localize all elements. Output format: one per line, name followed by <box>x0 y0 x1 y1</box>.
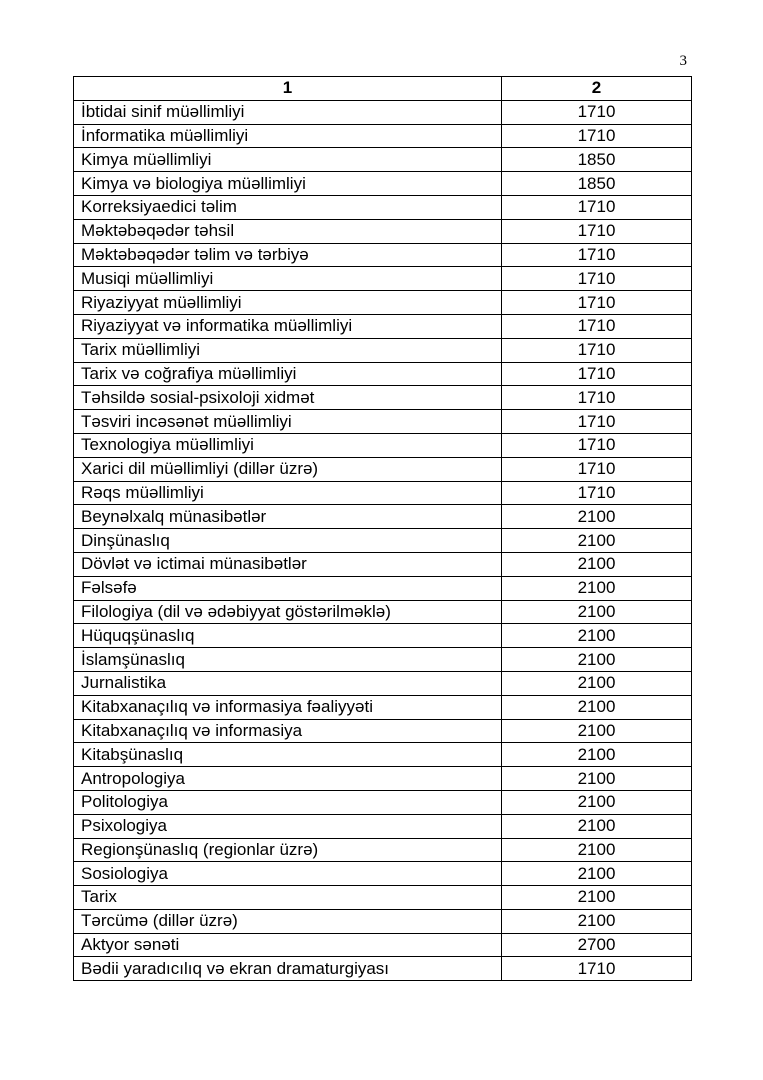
specialty-name-cell: Təsviri incəsənət müəllimliyi <box>74 410 502 434</box>
table-row <box>74 624 692 648</box>
value-cell: 2100 <box>502 695 692 719</box>
value-cell: 2100 <box>502 743 692 767</box>
value-cell: 1850 <box>502 148 692 172</box>
value-cell: 2100 <box>502 624 692 648</box>
specialty-name-cell: İnformatika müəllimliyi <box>74 124 502 148</box>
specialty-name-cell: Jurnalistika <box>74 671 502 695</box>
table-row <box>74 433 692 457</box>
value-cell: 1710 <box>502 124 692 148</box>
value-cell: 1710 <box>502 362 692 386</box>
table-row <box>74 886 692 910</box>
specialty-name-cell: Korreksiyaedici təlim <box>74 195 502 219</box>
value-cell: 1710 <box>502 195 692 219</box>
table-row <box>74 267 692 291</box>
value-cell: 1710 <box>502 481 692 505</box>
specialty-name-cell: Texnologiya müəllimliyi <box>74 433 502 457</box>
table-row <box>74 172 692 196</box>
table-row <box>74 100 692 124</box>
table-row <box>74 719 692 743</box>
specialty-name-cell: Hüquqşünaslıq <box>74 624 502 648</box>
value-cell: 2100 <box>502 886 692 910</box>
value-cell: 1710 <box>502 100 692 124</box>
specialty-name-cell: Antropologiya <box>74 767 502 791</box>
value-cell: 2100 <box>502 814 692 838</box>
table-row <box>74 291 692 315</box>
specialty-name-cell: İslamşünaslıq <box>74 648 502 672</box>
table-body <box>74 100 692 980</box>
specialty-name-cell: Tarix və coğrafiya müəllimliyi <box>74 362 502 386</box>
specialty-name-cell: Tarix müəllimliyi <box>74 338 502 362</box>
value-cell: 1850 <box>502 172 692 196</box>
specialty-name-cell: Bədii yaradıcılıq və ekran dramaturgiyası <box>74 957 502 981</box>
table-row <box>74 338 692 362</box>
specialty-name-cell: Tərcümə (dillər üzrə) <box>74 909 502 933</box>
specialty-name-cell: Kimya və biologiya müəllimliyi <box>74 172 502 196</box>
specialty-name-cell: Rəqs müəllimliyi <box>74 481 502 505</box>
table-row <box>74 314 692 338</box>
value-cell: 1710 <box>502 433 692 457</box>
specialty-name-cell: Psixologiya <box>74 814 502 838</box>
table-row <box>74 195 692 219</box>
table-row <box>74 648 692 672</box>
table-header-row <box>74 77 692 101</box>
specialty-name-cell: Riyaziyyat və informatika müəllimliyi <box>74 314 502 338</box>
specialty-name-cell: Musiqi müəllimliyi <box>74 267 502 291</box>
table-row <box>74 457 692 481</box>
specialty-name-cell: Kitabşünaslıq <box>74 743 502 767</box>
value-cell: 1710 <box>502 457 692 481</box>
column-header-1: 1 <box>74 77 502 101</box>
specialty-name-cell: Məktəbəqədər təlim və tərbiyə <box>74 243 502 267</box>
value-cell: 2100 <box>502 576 692 600</box>
specialty-name-cell: Riyaziyyat müəllimliyi <box>74 291 502 315</box>
value-cell: 1710 <box>502 338 692 362</box>
table-row <box>74 219 692 243</box>
specialty-name-cell: İbtidai sinif müəllimliyi <box>74 100 502 124</box>
table-row <box>74 695 692 719</box>
column-header-2: 2 <box>502 77 692 101</box>
table-row <box>74 481 692 505</box>
table-row <box>74 552 692 576</box>
value-cell: 1710 <box>502 219 692 243</box>
table-row <box>74 671 692 695</box>
specialty-name-cell: Filologiya (dil və ədəbiyyat göstərilməklə) <box>74 600 502 624</box>
specialty-name-cell: Regionşünaslıq (regionlar üzrə) <box>74 838 502 862</box>
specialty-name-cell: Dinşünaslıq <box>74 529 502 553</box>
specialty-name-cell: Politologiya <box>74 790 502 814</box>
table-row <box>74 814 692 838</box>
specialty-name-cell: Məktəbəqədər təhsil <box>74 219 502 243</box>
table-row <box>74 838 692 862</box>
value-cell: 2100 <box>502 529 692 553</box>
specialty-name-cell: Təhsildə sosial-psixoloji xidmət <box>74 386 502 410</box>
value-cell: 2100 <box>502 790 692 814</box>
value-cell: 1710 <box>502 386 692 410</box>
page-number: 3 <box>679 53 687 69</box>
specialty-name-cell: Xarici dil müəllimliyi (dillər üzrə) <box>74 457 502 481</box>
value-cell: 1710 <box>502 267 692 291</box>
specialty-name-cell: Kimya müəllimliyi <box>74 148 502 172</box>
table-row <box>74 124 692 148</box>
specialty-name-cell: Tarix <box>74 886 502 910</box>
table-row <box>74 767 692 791</box>
specialty-name-cell: Aktyor sənəti <box>74 933 502 957</box>
table-row <box>74 600 692 624</box>
value-cell: 1710 <box>502 291 692 315</box>
table-row <box>74 529 692 553</box>
table-row <box>74 505 692 529</box>
table-row <box>74 957 692 981</box>
table-row <box>74 909 692 933</box>
table-row <box>74 148 692 172</box>
value-cell: 1710 <box>502 410 692 434</box>
table-row <box>74 862 692 886</box>
value-cell: 1710 <box>502 243 692 267</box>
value-cell: 2100 <box>502 505 692 529</box>
table-row <box>74 386 692 410</box>
value-cell: 2100 <box>502 648 692 672</box>
value-cell: 2700 <box>502 933 692 957</box>
value-cell: 2100 <box>502 909 692 933</box>
table-row <box>74 410 692 434</box>
table-row <box>74 576 692 600</box>
value-cell: 2100 <box>502 862 692 886</box>
value-cell: 2100 <box>502 600 692 624</box>
table-row <box>74 362 692 386</box>
value-cell: 2100 <box>502 671 692 695</box>
specialty-table <box>73 76 692 981</box>
specialty-name-cell: Dövlət və ictimai münasibətlər <box>74 552 502 576</box>
table-row <box>74 933 692 957</box>
value-cell: 2100 <box>502 719 692 743</box>
table-row <box>74 743 692 767</box>
specialty-name-cell: Beynəlxalq münasibətlər <box>74 505 502 529</box>
specialty-name-cell: Kitabxanaçılıq və informasiya fəaliyyəti <box>74 695 502 719</box>
value-cell: 2100 <box>502 767 692 791</box>
table-row <box>74 790 692 814</box>
value-cell: 1710 <box>502 314 692 338</box>
value-cell: 1710 <box>502 957 692 981</box>
value-cell: 2100 <box>502 552 692 576</box>
table-row <box>74 243 692 267</box>
specialty-name-cell: Fəlsəfə <box>74 576 502 600</box>
specialty-name-cell: Kitabxanaçılıq və informasiya <box>74 719 502 743</box>
value-cell: 2100 <box>502 838 692 862</box>
specialty-name-cell: Sosiologiya <box>74 862 502 886</box>
